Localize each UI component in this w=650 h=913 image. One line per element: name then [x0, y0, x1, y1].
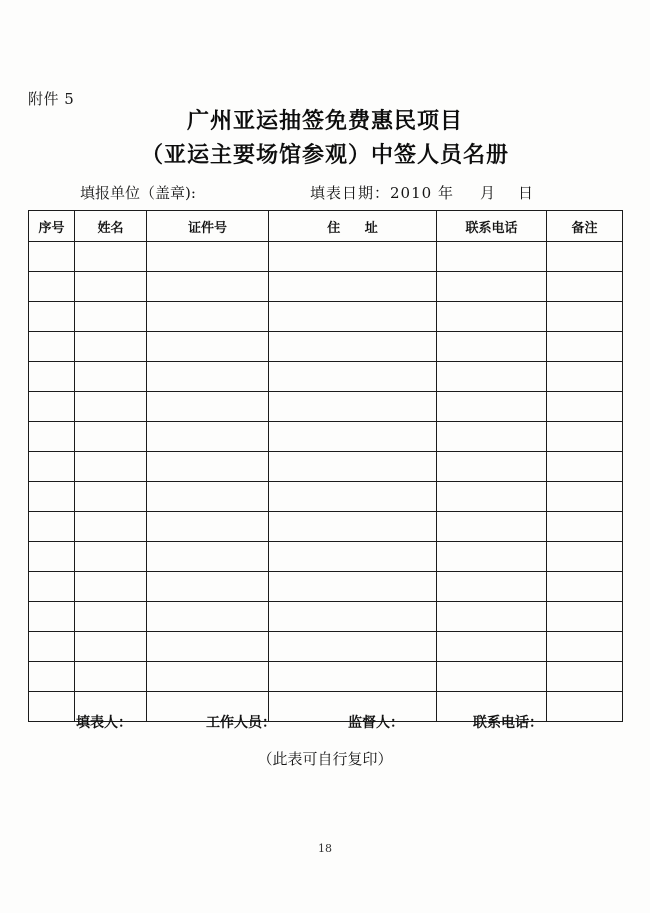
cell-phone[interactable]	[437, 482, 547, 512]
table-row[interactable]	[29, 362, 623, 392]
cell-id[interactable]	[147, 602, 269, 632]
cell-address[interactable]	[269, 542, 437, 572]
cell-seq[interactable]	[29, 392, 75, 422]
cell-phone[interactable]	[437, 452, 547, 482]
reporting-unit-label: 填报单位（盖章):	[80, 184, 196, 202]
contact-label: 联系电话：	[473, 715, 543, 731]
cell-address[interactable]	[269, 662, 437, 692]
cell-phone[interactable]	[437, 362, 547, 392]
cell-seq[interactable]	[29, 632, 75, 662]
cell-phone[interactable]	[437, 422, 547, 452]
cell-phone[interactable]	[437, 242, 547, 272]
table-row[interactable]	[29, 332, 623, 362]
cell-phone[interactable]	[437, 572, 547, 602]
cell-name[interactable]	[75, 542, 147, 572]
cell-name[interactable]	[75, 362, 147, 392]
cell-phone[interactable]	[437, 602, 547, 632]
cell-phone[interactable]	[437, 662, 547, 692]
column-header-seq: 序号	[29, 211, 75, 242]
cell-id[interactable]	[147, 572, 269, 602]
cell-seq[interactable]	[29, 422, 75, 452]
cell-id[interactable]	[147, 482, 269, 512]
cell-id[interactable]	[147, 272, 269, 302]
cell-name[interactable]	[75, 302, 147, 332]
cell-phone[interactable]	[437, 332, 547, 362]
table-header-row	[29, 211, 623, 242]
cell-phone[interactable]	[437, 272, 547, 302]
cell-address[interactable]	[269, 332, 437, 362]
table-row[interactable]	[29, 422, 623, 452]
cell-seq[interactable]	[29, 512, 75, 542]
cell-address[interactable]	[269, 392, 437, 422]
cell-name[interactable]	[75, 572, 147, 602]
column-header-name: 姓名	[75, 211, 147, 242]
table-row[interactable]	[29, 482, 623, 512]
cell-remarks[interactable]	[547, 422, 623, 452]
cell-phone[interactable]	[437, 512, 547, 542]
cell-remarks[interactable]	[547, 392, 623, 422]
table-row[interactable]	[29, 662, 623, 692]
cell-seq[interactable]	[29, 662, 75, 692]
cell-id[interactable]	[147, 662, 269, 692]
cell-phone[interactable]	[437, 302, 547, 332]
table-row[interactable]	[29, 632, 623, 662]
supervisor-label: 监督人：	[348, 715, 404, 731]
cell-remarks[interactable]	[547, 692, 623, 722]
cell-remarks[interactable]	[547, 362, 623, 392]
cell-id[interactable]	[147, 362, 269, 392]
cell-remarks[interactable]	[547, 572, 623, 602]
form-month-label: 月	[479, 184, 496, 202]
cell-id[interactable]	[147, 242, 269, 272]
cell-id[interactable]	[147, 452, 269, 482]
cell-remarks[interactable]	[547, 602, 623, 632]
cell-address[interactable]	[269, 512, 437, 542]
cell-name[interactable]	[75, 662, 147, 692]
cell-id[interactable]	[147, 632, 269, 662]
cell-name[interactable]	[75, 632, 147, 662]
cell-seq[interactable]	[29, 272, 75, 302]
table-row[interactable]	[29, 542, 623, 572]
copy-note: （此表可自行复印）	[257, 750, 393, 768]
cell-address[interactable]	[269, 302, 437, 332]
table-row[interactable]	[29, 452, 623, 482]
table-row[interactable]	[29, 572, 623, 602]
form-date-label: 填表日期：2010 年	[310, 184, 454, 202]
roster-table	[28, 210, 623, 722]
table-body	[29, 242, 623, 722]
cell-address[interactable]	[269, 362, 437, 392]
cell-id[interactable]	[147, 392, 269, 422]
cell-remarks[interactable]	[547, 452, 623, 482]
cell-seq[interactable]	[29, 452, 75, 482]
filler-label: 填表人：	[76, 715, 132, 731]
column-header-phone: 联系电话	[437, 211, 547, 242]
cell-phone[interactable]	[437, 632, 547, 662]
cell-seq[interactable]	[29, 692, 75, 722]
cell-seq[interactable]	[29, 242, 75, 272]
cell-seq[interactable]	[29, 302, 75, 332]
cell-name[interactable]	[75, 602, 147, 632]
cell-remarks[interactable]	[547, 482, 623, 512]
table-row[interactable]	[29, 302, 623, 332]
cell-seq[interactable]	[29, 602, 75, 632]
cell-id[interactable]	[147, 542, 269, 572]
form-day-label: 日	[517, 184, 534, 202]
cell-remarks[interactable]	[547, 332, 623, 362]
attachment-label: 附件 5	[28, 90, 75, 108]
cell-remarks[interactable]	[547, 542, 623, 572]
cell-address[interactable]	[269, 482, 437, 512]
cell-seq[interactable]	[29, 542, 75, 572]
cell-address[interactable]	[269, 602, 437, 632]
table-row[interactable]	[29, 512, 623, 542]
cell-name[interactable]	[75, 272, 147, 302]
cell-remarks[interactable]	[547, 512, 623, 542]
form-date-group	[310, 182, 534, 203]
cell-address[interactable]	[269, 242, 437, 272]
cell-address[interactable]	[269, 632, 437, 662]
cell-phone[interactable]	[437, 392, 547, 422]
cell-phone[interactable]	[437, 542, 547, 572]
table-row[interactable]	[29, 602, 623, 632]
page-title-line-1: 广州亚运抽签免费惠民项目	[186, 108, 463, 134]
cell-name[interactable]	[75, 242, 147, 272]
cell-id[interactable]	[147, 332, 269, 362]
cell-seq[interactable]	[29, 482, 75, 512]
page-title	[0, 104, 650, 172]
cell-id[interactable]	[147, 422, 269, 452]
cell-remarks[interactable]	[547, 662, 623, 692]
staff-label: 工作人员：	[206, 715, 276, 731]
cell-seq[interactable]	[29, 572, 75, 602]
table-row[interactable]	[29, 272, 623, 302]
cell-seq[interactable]	[29, 332, 75, 362]
cell-name[interactable]	[75, 422, 147, 452]
table-row[interactable]	[29, 392, 623, 422]
cell-name[interactable]	[75, 482, 147, 512]
cell-address[interactable]	[269, 572, 437, 602]
cell-address[interactable]	[269, 452, 437, 482]
page-number: 18	[318, 842, 332, 855]
column-header-id: 证件号	[147, 211, 269, 242]
page-title-line-2: （亚运主要场馆参观）中签人员名册	[140, 142, 509, 169]
cell-remarks[interactable]	[547, 302, 623, 332]
cell-seq[interactable]	[29, 362, 75, 392]
cell-name[interactable]	[75, 512, 147, 542]
cell-address[interactable]	[269, 272, 437, 302]
cell-address[interactable]	[269, 422, 437, 452]
cell-name[interactable]	[75, 392, 147, 422]
cell-remarks[interactable]	[547, 632, 623, 662]
column-header-remarks: 备注	[547, 211, 623, 242]
cell-id[interactable]	[147, 512, 269, 542]
cell-remarks[interactable]	[547, 242, 623, 272]
cell-name[interactable]	[75, 332, 147, 362]
cell-remarks[interactable]	[547, 272, 623, 302]
table-row[interactable]	[29, 242, 623, 272]
cell-name[interactable]	[75, 452, 147, 482]
column-header-address: 住 址	[269, 211, 437, 242]
cell-id[interactable]	[147, 302, 269, 332]
